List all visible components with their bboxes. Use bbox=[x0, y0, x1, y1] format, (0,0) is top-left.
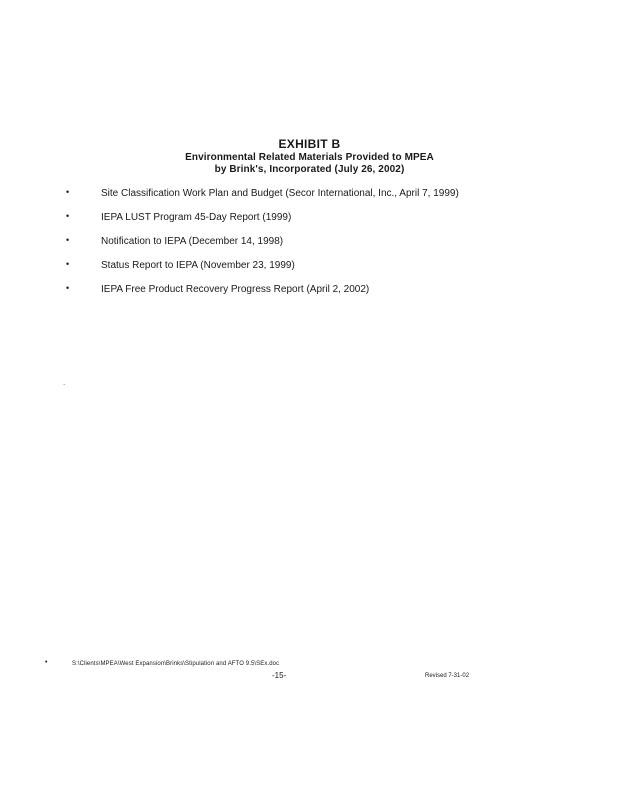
revision-note: Revised 7-31-02 bbox=[425, 673, 470, 679]
bullet-icon: • bbox=[66, 235, 70, 245]
footer-marker: • bbox=[45, 659, 48, 666]
bullet-icon: • bbox=[66, 283, 70, 293]
list-item-text: IEPA LUST Program 45-Day Report (1999) bbox=[101, 212, 292, 223]
stray-mark: . bbox=[63, 378, 66, 387]
list-item-text: Site Classification Work Plan and Budget (Secor International, Inc., April 7, 1999) bbox=[101, 188, 459, 199]
bullet-icon: • bbox=[66, 259, 70, 269]
exhibit-subtitle-line-1: Environmental Related Materials Provided to MPEA bbox=[185, 152, 434, 163]
bullet-icon: • bbox=[66, 187, 70, 197]
footer-file-path: S:\Clients\MPEA\West Expansion\Brinks\Stipulation and AFTO 9.5\SEx.doc bbox=[72, 661, 280, 667]
list-item-text: Status Report to IEPA (November 23, 1999) bbox=[101, 260, 295, 271]
bullet-icon: • bbox=[66, 211, 70, 221]
list-item-text: Notification to IEPA (December 14, 1998) bbox=[101, 236, 284, 247]
exhibit-subtitle-line-2: by Brink's, Incorporated (July 26, 2002) bbox=[214, 164, 405, 175]
page-number: -15- bbox=[272, 671, 287, 680]
list-item-text: IEPA Free Product Recovery Progress Report (April 2, 2002) bbox=[101, 284, 370, 295]
exhibit-title: EXHIBIT B bbox=[278, 137, 341, 151]
